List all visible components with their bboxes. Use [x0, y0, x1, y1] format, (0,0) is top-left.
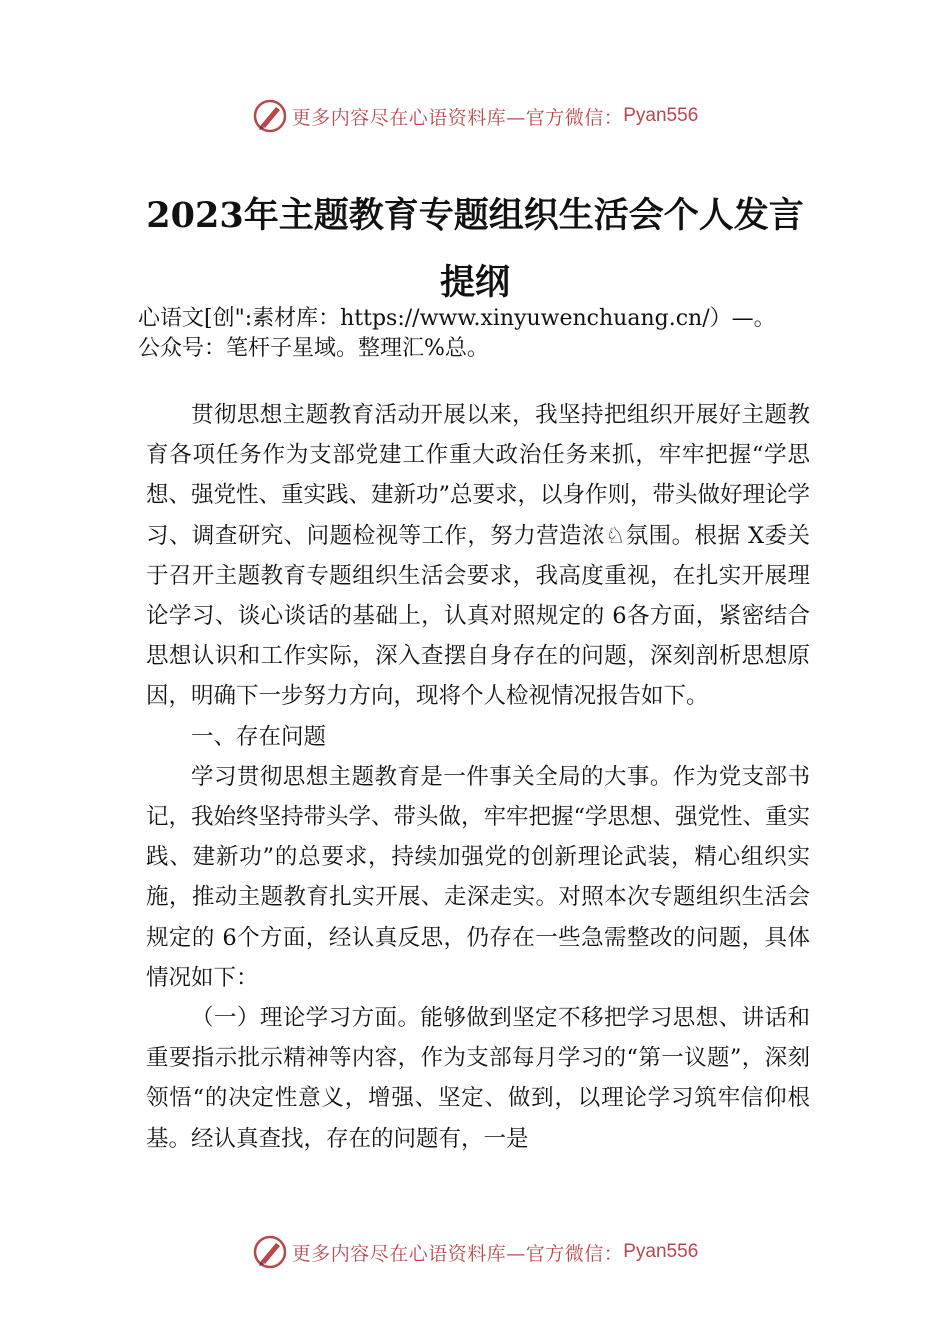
banner-text: 更多内容尽在心语资料库—官方微信： — [291, 106, 624, 129]
header-watermark-banner — [0, 96, 950, 136]
pen-seal-logo-icon — [252, 1234, 288, 1270]
document-body — [146, 395, 810, 1159]
footer-watermark-banner — [0, 1232, 950, 1272]
section-heading-problems: 一、存在问题 — [191, 723, 327, 750]
document-title-line1: 2023年主题教育专题组织生活会个人发言 — [146, 195, 804, 236]
banner-wechat-id: Pyan556 — [623, 1241, 699, 1262]
banner-wechat-id: Pyan556 — [623, 105, 699, 126]
source-line-1: 心语文[创":素材库：https://www.xinyuwenchuang.cn/）—。 — [138, 306, 776, 331]
paragraph-intro: 贯彻思想主题教育活动开展以来，我坚持把组织开展好主题教育各项任务作为支部党建工作重大政治任务来抓，牢牢把握“学思想、强党性、重实践、建新功”总要求，以身作则，带头做好理论学习、调查研究、问题检视等工作，努力营造浓♘氛围。根据 X委关于召开主题教育专题组织生活会要求，我高度重视，在扎实开展理论学习、谈心谈话的基础上，认真对照规定的 6各方面，紧密结合思想认识和工作实际，深入查摆自身存在的问题，深刻剖析思想原因，明确下一步努力方向，现将个人检视情况报告如下。 — [146, 402, 811, 710]
banner-text: 更多内容尽在心语资料库—官方微信： — [291, 1242, 624, 1265]
paragraph-problems-overview: 学习贯彻思想主题教育是一件事关全局的大事。作为党支部书记，我始终坚持带头学、带头做，牢牢把握“学思想、强党性、重实践、建新功”的总要求，持续加强党的创新理论武装，精心组织实施，推动主题教育扎实开展、走深走实。对照本次专题组织生活会规定的 6个方面，经认真反思，仍存在一些急需整改的问题，具体情况如下： — [146, 763, 811, 991]
document-title-line2: 提纲 — [439, 262, 510, 303]
source-line-2: 公众号：笔杆子星域。整理汇%总。 — [138, 336, 489, 361]
paragraph-theory-study: （一）理论学习方面。能够做到坚定不移把学习思想、讲话和重要指示批示精神等内容，作为支部每月学习的“第一议题”，深刻领悟“的决定性意义，增强、坚定、做到，以理论学习筑牢信仰根基。经认真查找，存在的问题有，一是 — [146, 1005, 810, 1152]
source-note — [138, 304, 858, 364]
pen-seal-logo-icon — [252, 98, 288, 134]
